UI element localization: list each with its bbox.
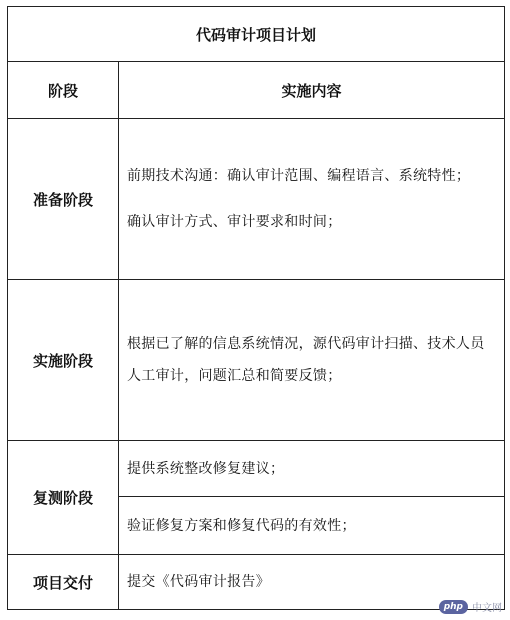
header-stage: 阶段 bbox=[8, 62, 119, 119]
table-title: 代码审计项目计划 bbox=[8, 7, 505, 62]
stage-label: 复测阶段 bbox=[8, 441, 119, 555]
stage-content bbox=[119, 280, 505, 441]
title-row bbox=[8, 7, 505, 62]
content-item: 提交《代码审计报告》 bbox=[119, 555, 505, 610]
content-item: 验证修复方案和修复代码的有效性； bbox=[119, 497, 505, 555]
table-row bbox=[8, 119, 505, 280]
header-row bbox=[8, 62, 505, 119]
header-content: 实施内容 bbox=[119, 62, 505, 119]
php-logo-icon: php bbox=[439, 600, 468, 614]
stage-label: 准备阶段 bbox=[8, 119, 119, 280]
content-item: 根据已了解的信息系统情况，源代码审计扫描、技术人员人工审计，问题汇总和简要反馈； bbox=[127, 336, 485, 384]
audit-plan-table bbox=[7, 6, 505, 610]
content-item: 提供系统整改修复建议； bbox=[119, 441, 505, 497]
site-watermark bbox=[439, 599, 502, 614]
table-row bbox=[8, 555, 505, 610]
stage-content bbox=[119, 119, 505, 280]
stage-label: 实施阶段 bbox=[8, 280, 119, 441]
content-item: 确认审计方式、审计要求和时间； bbox=[127, 214, 342, 230]
content-item: 前期技术沟通：确认审计范围、编程语言、系统特性； bbox=[127, 168, 471, 184]
table-row bbox=[8, 280, 505, 441]
table-row bbox=[8, 441, 505, 497]
watermark-text: 中文网 bbox=[472, 603, 502, 614]
stage-label: 项目交付 bbox=[8, 555, 119, 610]
